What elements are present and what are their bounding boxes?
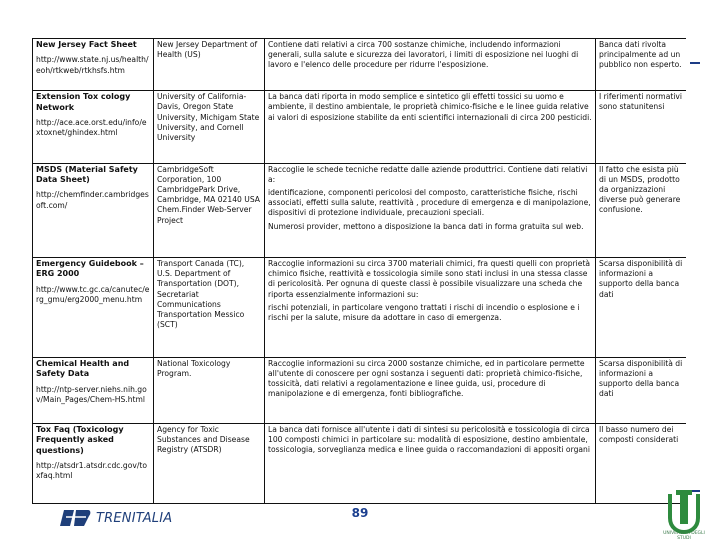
- table-row: [33, 357, 687, 423]
- database-url-link[interactable]: http://www.state.nj.us/health/eoh/rtkweb/rtkhsfs.htm: [36, 55, 149, 75]
- database-name-cell: [33, 423, 154, 503]
- table-row: [33, 39, 687, 91]
- trenitalia-mark-icon: [60, 508, 92, 528]
- university-logo-icon: [664, 490, 704, 536]
- table-row: [33, 163, 687, 257]
- provider-cell: Transport Canada (TC), U.S. Department of Transportation (DOT), Secretariat Communications Transportation Messico (SCT): [154, 257, 265, 357]
- database-url-link[interactable]: http://ace.ace.orst.edu/info/extoxnet/ghindex.html: [36, 117, 147, 138]
- university-logo-caption: UNIVERSITÀ DEGLI STUDI: [663, 531, 705, 541]
- description-paragraph: Raccoglie le schede tecniche redatte dalle aziende produttrici. Contiene dati relativi a:: [268, 164, 588, 184]
- description-cell: [265, 357, 596, 423]
- description-paragraph: Raccoglie informazioni su circa 2000 sostanze chimiche, ed in particolare permette all'utente di conoscere per ogni sostanza i seguenti dati: proprietà chimico-fisiche, tossicità, dati relativi a regolamentazione e linee guida, usi, procedure di manipolazione e di emergenza, fonti bibliografiche.: [268, 358, 585, 399]
- database-name-cell: [33, 257, 154, 357]
- trenitalia-logo: [60, 506, 190, 530]
- notes-cell: Scarsa disponibilità di informazioni a supporto della banca dati: [596, 257, 687, 357]
- database-url-link[interactable]: http://ntp-server.niehs.nih.gov/Main_Pages/Chem-HS.html: [36, 384, 147, 404]
- database-name-cell: [33, 163, 154, 257]
- table-row: [33, 423, 687, 503]
- description-paragraph: rischi potenziali, in particolare vengono trattati i rischi di incendio o esplosione e i rischi per la salute, misure da adottare in caso di emergenza.: [268, 302, 580, 322]
- database-name: Tox Faq (Toxicology Frequently asked questions): [36, 424, 124, 455]
- description-paragraph: Contiene dati relativi a circa 700 sostanze chimiche, includendo informazioni generali, sulla salute e sicurezza dei lavoratori, i limiti di esposizione nei luoghi di lavoro e l'elenco delle procedure per ridurre l'esposizione.: [268, 40, 579, 70]
- database-name: Chemical Health and Safety Data: [36, 358, 130, 379]
- provider-cell: National Toxicology Program.: [154, 357, 265, 423]
- database-url-link[interactable]: http://atsdr1.atsdr.cdc.gov/toxfaq.html: [36, 461, 148, 481]
- description-cell: [265, 423, 596, 503]
- provider-cell: University of California-Davis, Oregon State University, Michigam State University, and Cornell University: [154, 91, 265, 164]
- slide-marker-top: [690, 62, 700, 64]
- database-name: MSDS (Material Safety Data Sheet): [36, 164, 138, 185]
- database-name: Emergency Guidebook – ERG 2000: [36, 258, 144, 279]
- description-paragraph: La banca dati riporta in modo semplice e sintetico gli effetti tossici su uomo e ambiente, il destino ambientale, le proprietà chimico-fisiche e le linee guida relative ai valori di esposizione stabilite da enti scientifici internazionali di circa 200 pesticidi.: [268, 92, 592, 122]
- database-table-container: [32, 38, 686, 504]
- description-paragraph: identificazione, componenti pericolosi del composto, caratteristiche fisiche, rischi associati, effetti sulla salute, reattività , procedure di emergenza e di manipolazione, dispositivi di protezione individuale, precauzioni speciali.: [268, 188, 591, 218]
- page-number: 89: [351, 506, 369, 520]
- provider-cell: New Jersey Department of Health (US): [154, 39, 265, 91]
- description-cell: [265, 39, 596, 91]
- database-url-link[interactable]: http://chemfinder.cambridgesoft.com/: [36, 190, 149, 210]
- description-paragraph: Raccoglie informazioni su circa 3700 materiali chimici, fra questi quelli con proprietà chimico fisiche, reattività e tossicologia simile sono stati inclusi in una stessa classe di pericolosità. Per ognuna di queste classi è possibile visualizzare una scheda che riporta essenzialmente informazioni su:: [268, 258, 591, 299]
- notes-cell: Banca dati rivolta principalmente ad un pubblico non esperto.: [596, 39, 687, 91]
- database-table: [32, 38, 686, 504]
- database-name-cell: [33, 39, 154, 91]
- notes-cell: Scarsa disponibilità di informazioni a supporto della banca dati: [596, 357, 687, 423]
- description-paragraph: Numerosi provider, mettono a disposizione la banca dati in forma gratuita sul web.: [268, 221, 584, 231]
- table-row: [33, 91, 687, 164]
- database-name: Extension Tox cology Network: [36, 92, 131, 112]
- notes-cell: Il basso numero dei composti considerati: [596, 423, 687, 503]
- database-name-cell: [33, 357, 154, 423]
- database-name: New Jersey Fact Sheet: [36, 40, 137, 49]
- provider-cell: CambridgeSoft Corporation, 100 CambridgePark Drive, Cambridge, MA 02140 USA Chem.Finder Web-Server Project: [154, 163, 265, 257]
- database-url-link[interactable]: http://www.tc.gc.ca/canutec/erg_gmu/erg2000_menu.htm: [36, 284, 150, 304]
- provider-cell: Agency for Toxic Substances and Disease Registry (ATSDR): [154, 423, 265, 503]
- notes-cell: I riferimenti normativi sono statunitensi: [596, 91, 687, 164]
- trenitalia-logo-text: TRENITALIA: [96, 510, 173, 526]
- notes-cell: Il fatto che esista più di un MSDS, prodotto da organizzazioni diverse può generare confusione.: [596, 163, 687, 257]
- description-cell: [265, 257, 596, 357]
- description-cell: [265, 91, 596, 164]
- description-paragraph: La banca dati fornisce all'utente i dati di sintesi su pericolosità e tossicologia di circa 100 composti chimici in particolare su: modalità di esposizione, destino ambientale, tossicologia, sorveglianza medica e linee guida o raccomandazioni di appositi organi: [268, 424, 590, 455]
- description-cell: [265, 163, 596, 257]
- database-name-cell: [33, 91, 154, 164]
- table-row: [33, 257, 687, 357]
